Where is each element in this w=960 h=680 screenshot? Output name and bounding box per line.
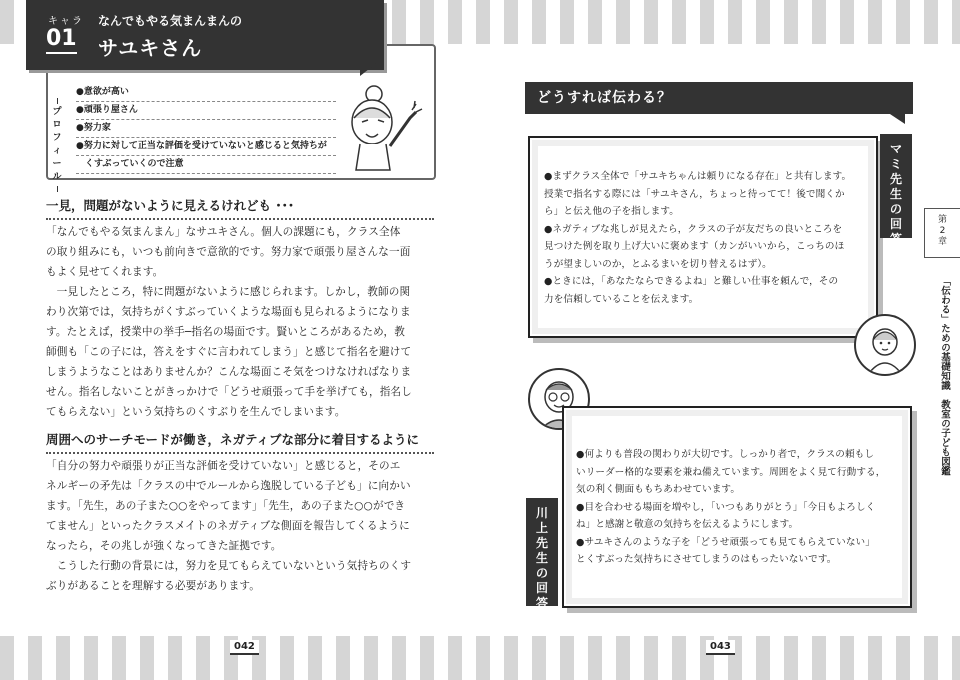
answer-line: ●まずクラス全体で「サユキちゃんは頼りになる存在」と共有します。 — [544, 171, 852, 182]
chapter-side-text: 「伝わる」ための基礎知識 教室の子ども図鑑 — [939, 276, 950, 476]
profile-label-char: フ — [52, 133, 62, 143]
label-char: 生 — [535, 551, 548, 565]
label-char: の — [889, 202, 902, 216]
chapter-tab-char: 第 — [937, 215, 947, 225]
label-char: 答 — [535, 596, 548, 610]
character-number: 01 — [46, 26, 77, 54]
label-char: ミ — [889, 157, 902, 171]
body-line: もよく見せてくれます。 — [46, 266, 164, 278]
label-char: 生 — [889, 187, 902, 201]
answer-line: ●ネガティブな兆しが見えたら，クラスの子が友だちの良いところを — [544, 223, 843, 235]
answer-text-kawakami — [576, 446, 902, 569]
answer-line: ●何よりも普段の関わりが大切です。しっかり者で，クラスの頼もし — [576, 449, 875, 460]
label-char: 川 — [535, 506, 548, 520]
label-char: 回 — [535, 581, 548, 595]
question-speech-tail — [887, 112, 905, 124]
answer-label-mami — [880, 134, 912, 246]
character-name: サユキさん — [98, 36, 203, 60]
profile-label-char: ー — [52, 159, 62, 169]
chapter-tab[interactable] — [924, 208, 960, 258]
answer-line: 授業で指名する際には「サユキさん，ちょっと待ってて！後で聞くか — [544, 188, 845, 200]
label-char: 上 — [535, 521, 548, 535]
answer-line: ら」と伝え他の子を指します。 — [544, 206, 679, 217]
question-heading: どうすれば伝わる？ — [525, 82, 913, 114]
answer-line: 力を信頼していることを伝えます。 — [544, 293, 699, 305]
page-number-left: 042 — [230, 640, 259, 655]
body-line: こうした行動の背景には，努力を見てもらえていないという気持ちのくす — [56, 560, 412, 572]
body-line: す。たとえば，授業中の挙手─指名の場面です。賢いところがあるため，教 — [46, 326, 405, 338]
answer-line: 見つけた例を取り上げ大いに褒めます（カンがいいから，こっちのほ — [544, 241, 845, 252]
profile-label-char: ロ — [52, 120, 62, 130]
answer-line: とくすぶった気持ちにさせてしまうのはもったいないです。 — [576, 554, 837, 565]
profile-item: ●意欲が高い — [76, 84, 336, 102]
answer-line: ●サユキさんのような子を「どうせ頑張っても見てもらえていない」 — [576, 536, 875, 548]
body-line: しまうようなことはありませんか？こんな場面こそ気をつけなければなりま — [46, 366, 412, 378]
profile-label-char: ィ — [52, 146, 62, 156]
label-char: 先 — [535, 536, 548, 550]
body-line: 一見したところ，特に問題がないように感じられます。しかし，教師の関 — [56, 286, 411, 298]
answer-line: ●目を合わせる場面を増やし，「いつもありがとう」「今日もよろしく — [576, 501, 876, 513]
section1-heading: 一見，問題がないように見えるけれども ･･･ — [46, 196, 434, 220]
profile-item: ●努力家 — [76, 120, 336, 138]
body-line: せん。指名しないことがきっかけで「どうせ頑張って手を挙げても，指名し — [46, 386, 412, 398]
answer-line: ●ときには，「あなたならできるよね」と難しい仕事を頼んで，その — [544, 276, 839, 287]
profile-label — [50, 96, 64, 194]
character-subtitle: なんでもやる気まんまんの — [98, 14, 243, 28]
body-line: ます。「先生，あの子また○○をやってます」「先生，あの子また○○ができ — [46, 500, 406, 512]
answer-text-mami — [544, 168, 866, 308]
profile-item: ●努力に対して正当な評価を受けていないと感じると気持ちが — [76, 138, 336, 156]
header-speech-tail — [360, 62, 378, 76]
answer-line: ね」と感謝と敬意の気持ちを伝えるようにします。 — [576, 519, 799, 530]
body-line: てません」といったクラスメイトのネガティブな側面を報告してくるように — [46, 520, 410, 532]
chapter-tab-char: 2 — [939, 226, 946, 236]
chapter-tab-char: 章 — [937, 237, 947, 247]
profile-item: くすぶっていくので注意 — [76, 156, 336, 174]
section2-body — [46, 456, 438, 596]
profile-list — [76, 84, 336, 174]
character-tag: キャラ — [48, 16, 84, 27]
body-line: ぶりがあることを理解する必要があります。 — [46, 580, 261, 592]
section2-heading: 周囲へのサーチモードが働き，ネガティブな部分に着目するように — [46, 430, 434, 454]
page-number-right: 043 — [706, 640, 735, 655]
answer-line: いリーダー格的な要素を兼ね備えています。周囲をよく見て行動する， — [576, 466, 886, 478]
label-char: 回 — [889, 217, 902, 231]
profile-label-char: ル — [52, 172, 62, 182]
label-char: 答 — [889, 232, 902, 246]
body-line: 師側も「この子には，答えをすぐに言われてしまう」と感じて指名を避けて — [46, 346, 412, 358]
character-header — [26, 0, 384, 70]
label-char: 先 — [889, 172, 902, 186]
label-char: の — [535, 566, 548, 580]
answer-line: 気の利く側面ももちあわせています。 — [576, 484, 741, 495]
body-line: わり次第では，気持ちがくすぶっていくような場面も見られるようになりま — [46, 306, 411, 318]
label-char: マ — [889, 142, 902, 156]
body-line: 「なんでもやる気まんまん」なサユキさん。個人の課題にも，クラス全体 — [46, 226, 401, 238]
body-line: ネルギーの矛先は「クラスの中でルールから逸脱している子ども」に向かい — [46, 480, 411, 492]
mami-teacher-avatar — [854, 314, 916, 376]
profile-item: ●頑張り屋さん — [76, 102, 336, 120]
body-line: の取り組みにも，いつも前向きで意欲的です。努力家で頑張り屋さんな一面 — [46, 246, 411, 258]
body-line: なったら，その兆しが強くなってきた証拠です。 — [46, 540, 282, 552]
girl-illustration — [340, 82, 424, 172]
body-line: 「自分の努力や頑張りが正当な評価を受けていない」と感じると，そのエ — [46, 460, 401, 472]
chapter-side-title — [934, 266, 950, 486]
section1-body — [46, 222, 438, 422]
answer-line: うが望ましいのか，とふるまいを切り替えるはず）。 — [544, 258, 772, 270]
bottom-stripe-decoration — [0, 636, 960, 680]
body-line: てもらえない」という気持ちのくすぶりを生んでしまいます。 — [46, 406, 346, 418]
answer-label-kawakami — [526, 498, 558, 610]
profile-label-char: プ — [52, 107, 62, 117]
